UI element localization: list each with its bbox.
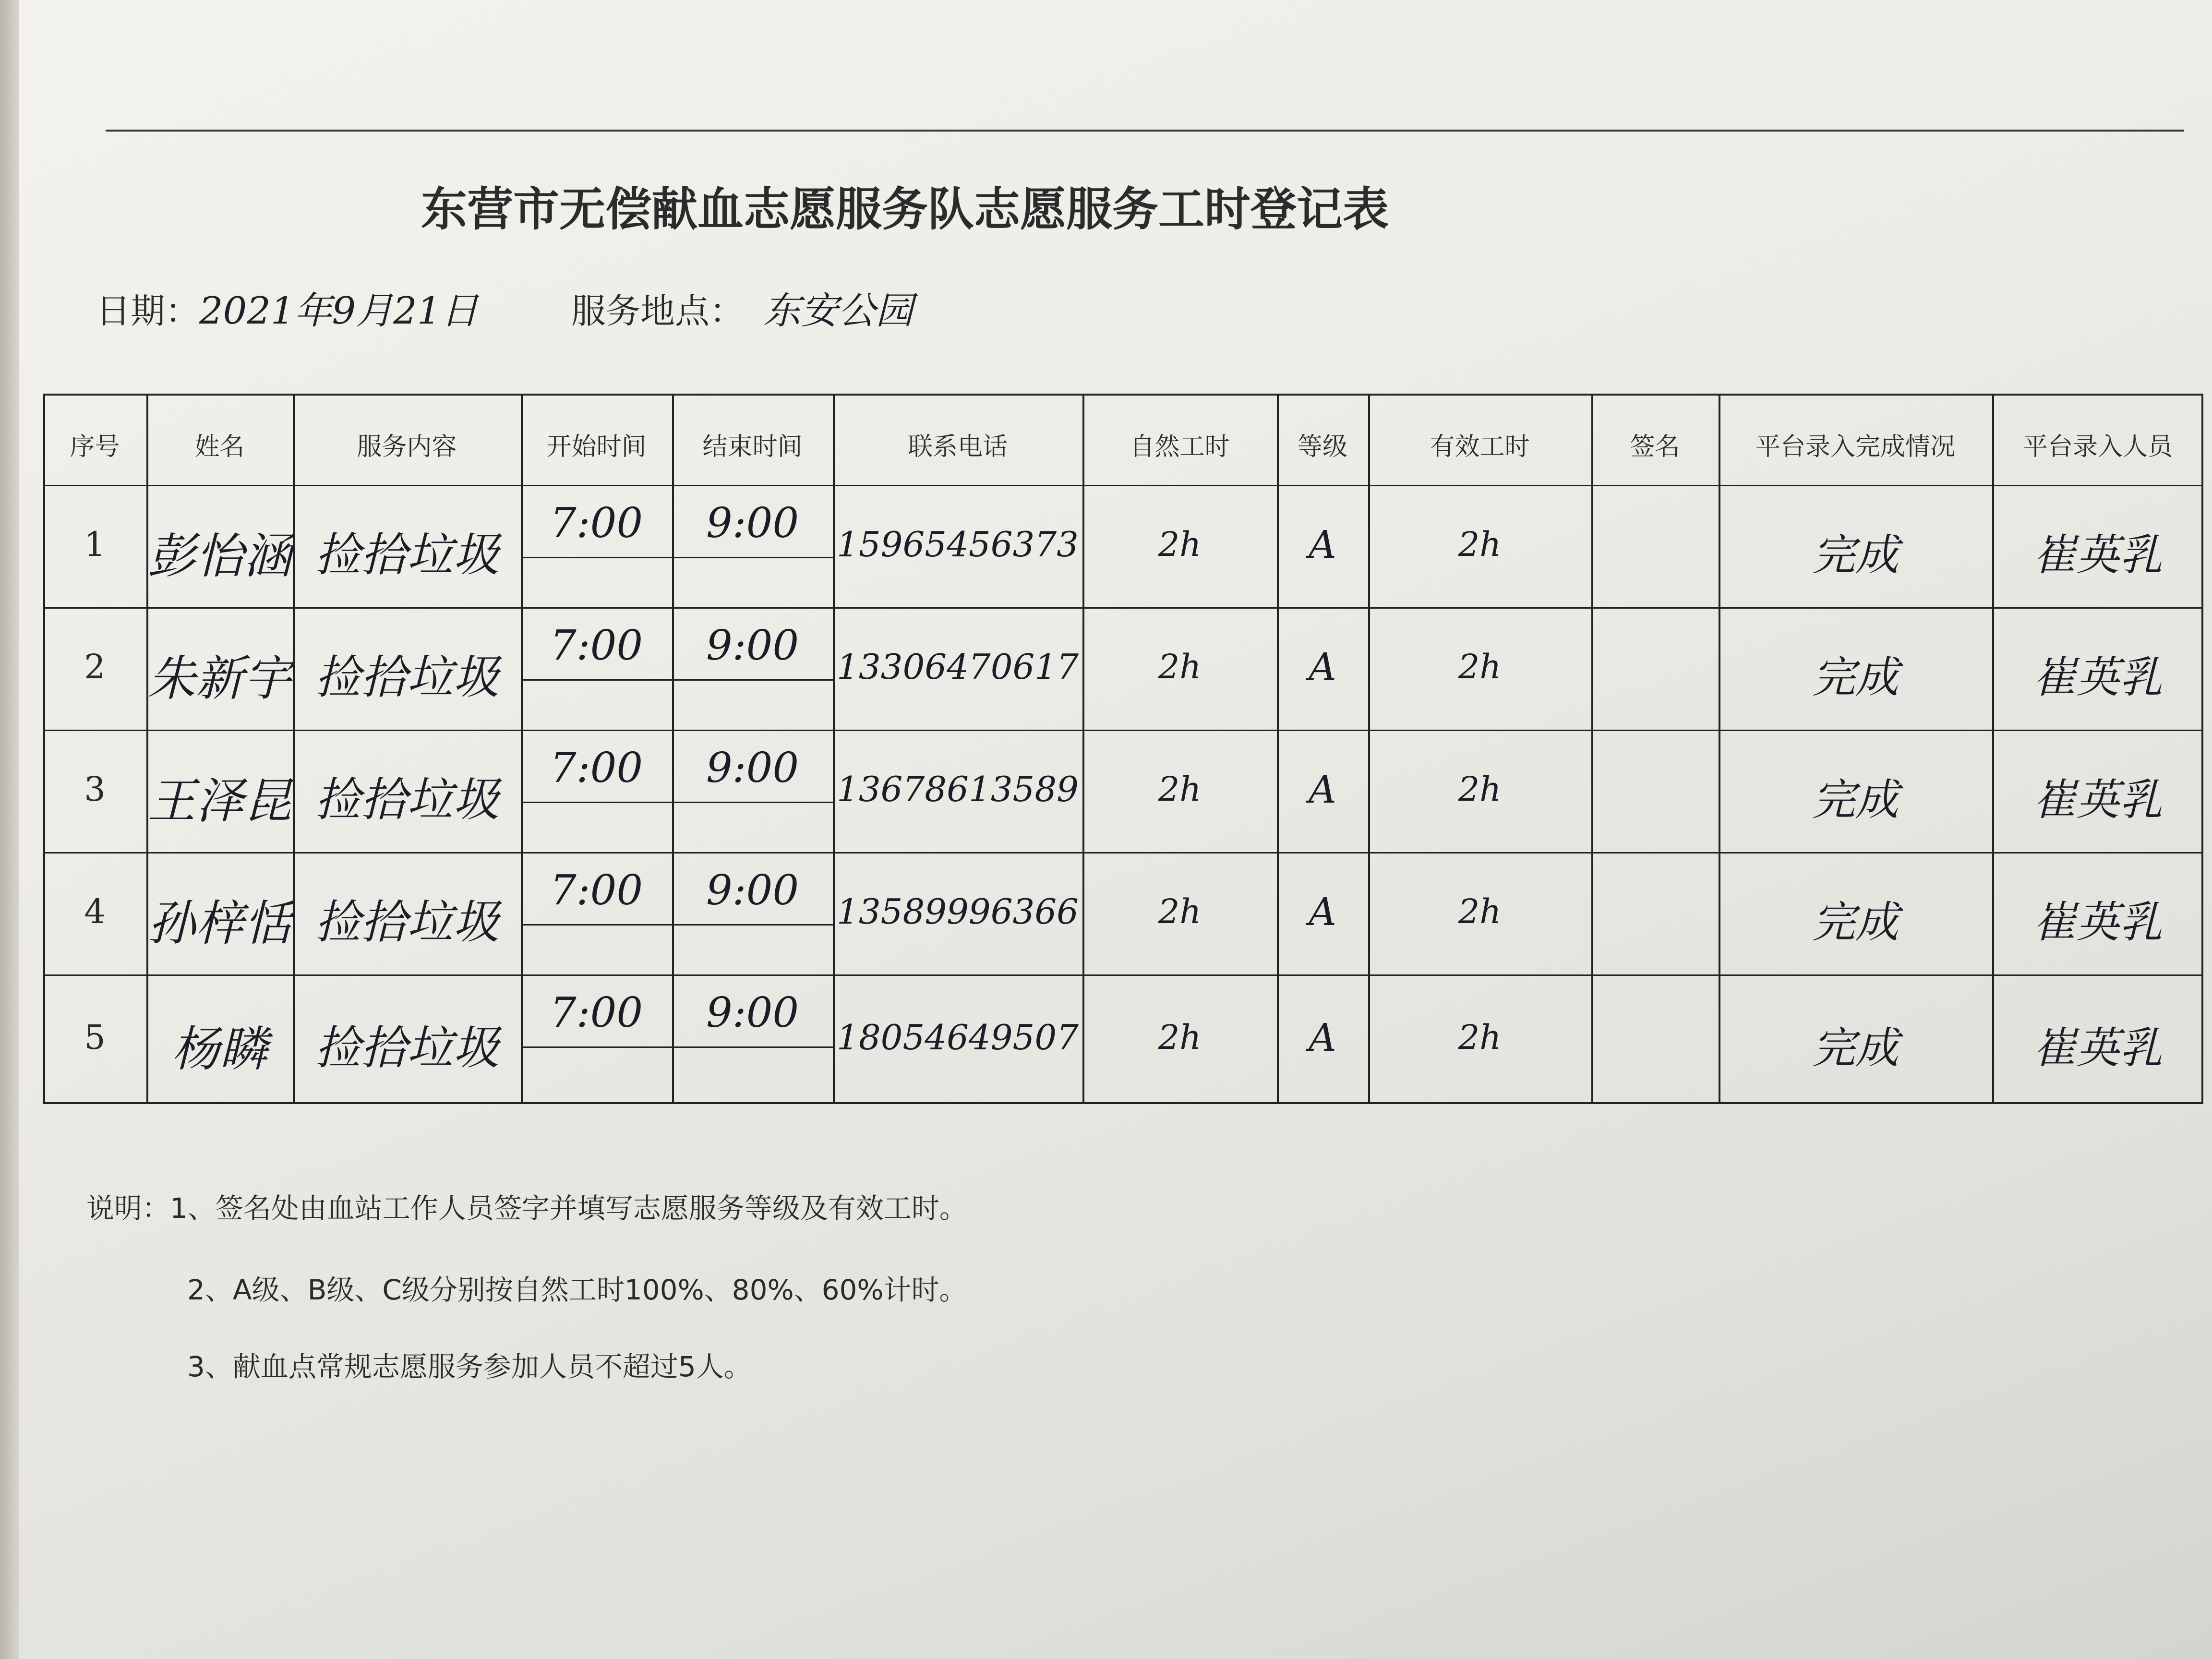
entry-operator: 崔英乳: [2033, 652, 2163, 703]
grade: A: [1309, 1015, 1336, 1060]
header-service-content: 服务内容: [357, 433, 457, 461]
end-time: 9:00: [706, 622, 799, 670]
entry-status: 完成: [1812, 1023, 1899, 1073]
service-content: 捡拾垃圾: [314, 528, 499, 582]
note-line-2: 2、A级、B级、C级分别按自然工时100%、80%、60%计时。: [187, 1274, 967, 1306]
column-divider: [146, 394, 148, 1104]
column-divider: [293, 394, 295, 1104]
column-divider: [1368, 394, 1370, 1104]
time-subdivider: [521, 557, 833, 558]
place-value: 东安公园: [763, 289, 914, 333]
phone-number: 13678613589: [837, 769, 1079, 809]
entry-operator: 崔英乳: [2033, 897, 2163, 948]
entry-status: 完成: [1812, 529, 1899, 580]
row-divider: [43, 730, 2203, 731]
header-phone-number: 联系电话: [907, 433, 1008, 461]
volunteer-name: 彭怡涵: [147, 528, 292, 584]
effective-hours: 2h: [1458, 769, 1502, 809]
header-effective-hours: 有效工时: [1430, 433, 1530, 461]
header-signature: 签名: [1630, 433, 1680, 461]
header-start-time: 开始时间: [546, 433, 647, 461]
date-label: 日期：: [96, 291, 200, 331]
header-end-time: 结束时间: [702, 433, 803, 461]
entry-status: 完成: [1812, 897, 1899, 948]
row-divider: [43, 852, 2203, 854]
entry-operator: 崔英乳: [2033, 529, 2163, 580]
column-divider: [1992, 394, 1994, 1104]
date-value: 2021年9月21日: [199, 289, 479, 333]
effective-hours: 2h: [1458, 891, 1502, 931]
column-divider: [1277, 394, 1279, 1104]
column-divider: [833, 394, 835, 1104]
entry-status: 完成: [1812, 774, 1899, 825]
end-time: 9:00: [706, 989, 799, 1037]
start-time: 7:00: [550, 989, 643, 1037]
header-natural-hours: 自然工时: [1130, 433, 1230, 461]
row-divider: [43, 485, 2203, 486]
header-volunteer-name: 姓名: [194, 433, 245, 461]
registration-table: [43, 394, 2203, 1104]
grade: A: [1309, 889, 1336, 934]
natural-hours: 2h: [1158, 647, 1202, 686]
time-subdivider: [521, 802, 833, 803]
service-content: 捡拾垃圾: [314, 772, 499, 827]
phone-number: 15965456373: [837, 524, 1079, 565]
grade: A: [1309, 644, 1336, 689]
end-time: 9:00: [706, 744, 799, 792]
row-index: 4: [84, 891, 106, 931]
start-time: 7:00: [550, 499, 643, 547]
row-index: 3: [84, 769, 106, 809]
entry-operator: 崔英乳: [2033, 774, 2163, 825]
header-grade: 等级: [1297, 433, 1347, 461]
header-rule: [106, 130, 2184, 132]
column-divider: [2201, 394, 2203, 1104]
natural-hours: 2h: [1158, 1018, 1202, 1057]
entry-operator: 崔英乳: [2033, 1023, 2163, 1073]
row-divider: [43, 974, 2203, 976]
volunteer-name: 王泽昆: [147, 772, 292, 829]
column-divider: [1591, 394, 1593, 1104]
table-border-top: [43, 394, 2203, 396]
natural-hours: 2h: [1158, 891, 1202, 931]
phone-number: 13589996366: [837, 891, 1079, 932]
entry-status: 完成: [1812, 652, 1899, 703]
header-entry-operator: 平台录入人员: [2022, 433, 2173, 461]
volunteer-name: 杨瞵: [171, 1021, 268, 1077]
time-subdivider: [521, 924, 833, 926]
phone-number: 13306470617: [837, 646, 1079, 687]
table-border-bottom: [43, 1102, 2203, 1104]
time-subdivider: [521, 679, 833, 681]
end-time: 9:00: [706, 866, 799, 914]
row-index: 2: [84, 647, 106, 686]
note-line-3: 3、献血点常规志愿服务参加人员不超过5人。: [187, 1350, 752, 1383]
end-time: 9:00: [706, 499, 799, 547]
row-index: 5: [84, 1018, 106, 1057]
natural-hours: 2h: [1158, 769, 1202, 809]
effective-hours: 2h: [1458, 1018, 1502, 1057]
grade: A: [1309, 522, 1336, 567]
service-content: 捡拾垃圾: [314, 1021, 499, 1075]
row-index: 1: [84, 524, 106, 564]
column-divider: [1082, 394, 1084, 1104]
paper-edge: [0, 0, 19, 1659]
effective-hours: 2h: [1458, 524, 1502, 564]
volunteer-name: 孙梓恬: [147, 895, 292, 951]
start-time: 7:00: [550, 866, 643, 914]
column-divider: [1719, 394, 1720, 1104]
place-label: 服务地点：: [571, 291, 745, 331]
service-content: 捡拾垃圾: [314, 895, 499, 949]
header-row-index: 序号: [70, 433, 120, 461]
volunteer-name: 朱新宇: [147, 650, 292, 707]
natural-hours: 2h: [1158, 524, 1202, 564]
effective-hours: 2h: [1458, 647, 1502, 686]
start-time: 7:00: [550, 622, 643, 670]
phone-number: 18054649507: [837, 1017, 1079, 1058]
service-content: 捡拾垃圾: [314, 650, 499, 704]
time-subdivider: [521, 1046, 833, 1048]
start-time: 7:00: [550, 744, 643, 792]
grade: A: [1309, 767, 1336, 812]
header-entry-status: 平台录入完成情况: [1755, 433, 1955, 461]
column-divider: [43, 394, 45, 1104]
row-divider: [43, 607, 2203, 609]
document-title: 东营市无偿献血志愿服务队志愿服务工时登记表: [421, 182, 1389, 236]
note-line-1: 说明：1、签名处由血站工作人员签字并填写志愿服务等级及有效工时。: [86, 1192, 967, 1225]
